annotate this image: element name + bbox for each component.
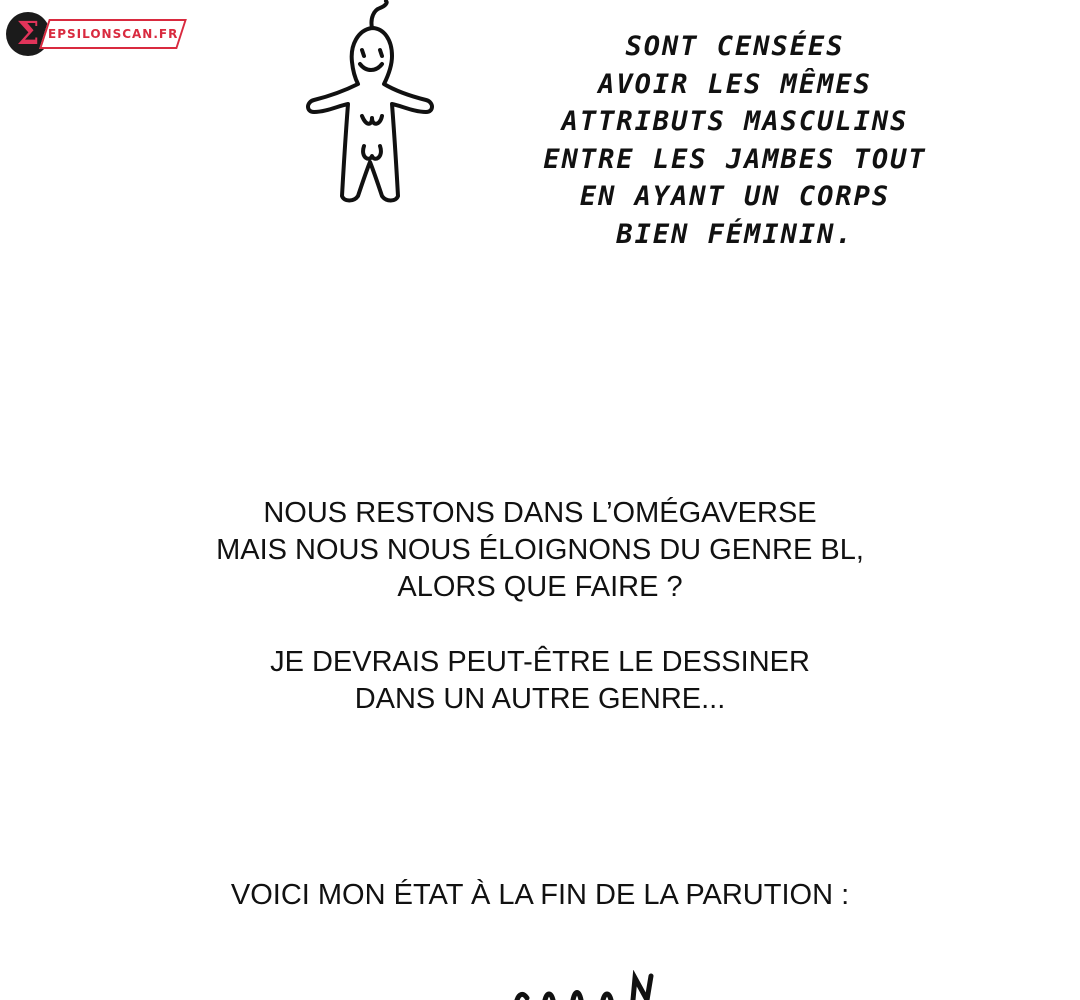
sigma-logo-icon: Σ <box>6 12 50 56</box>
caption-line: VOICI MON ÉTAT À LA FIN DE LA PARUTION : <box>230 879 850 911</box>
handwritten-caption <box>520 28 950 254</box>
caption-block-1 <box>140 495 940 606</box>
caption-line: MAIS NOUS NOUS ÉLOIGNONS DU GENRE BL, <box>216 534 864 566</box>
site-name: EPSILONSCAN.FR <box>47 27 179 41</box>
site-tag <box>39 19 187 49</box>
handwritten-line: ATTRIBUTS MASCULINS <box>561 106 909 138</box>
caption-line: ALORS QUE FAIRE ? <box>397 571 683 603</box>
handwritten-line: BIEN FÉMININ. <box>616 218 854 250</box>
caption-block-2 <box>140 644 940 718</box>
handwritten-line: ENTRE LES JAMBES TOUT <box>543 143 927 175</box>
handwritten-line: AVOIR LES MÊMES <box>598 68 872 100</box>
caption-block-3 <box>140 877 940 914</box>
handwritten-line: EN AYANT UN CORPS <box>579 181 891 213</box>
hand-drawn-scribble-icon <box>505 970 675 1000</box>
watermark <box>6 12 196 56</box>
caption-line: NOUS RESTONS DANS L’OMÉGAVERSE <box>263 497 817 529</box>
handwritten-line: SONT CENSÉES <box>625 31 845 62</box>
caption-line: DANS UN AUTRE GENRE... <box>354 683 726 715</box>
caption-line: JE DEVRAIS PEUT-ÊTRE LE DESSINER <box>270 646 810 678</box>
stick-figure-doodle-icon <box>300 0 440 215</box>
